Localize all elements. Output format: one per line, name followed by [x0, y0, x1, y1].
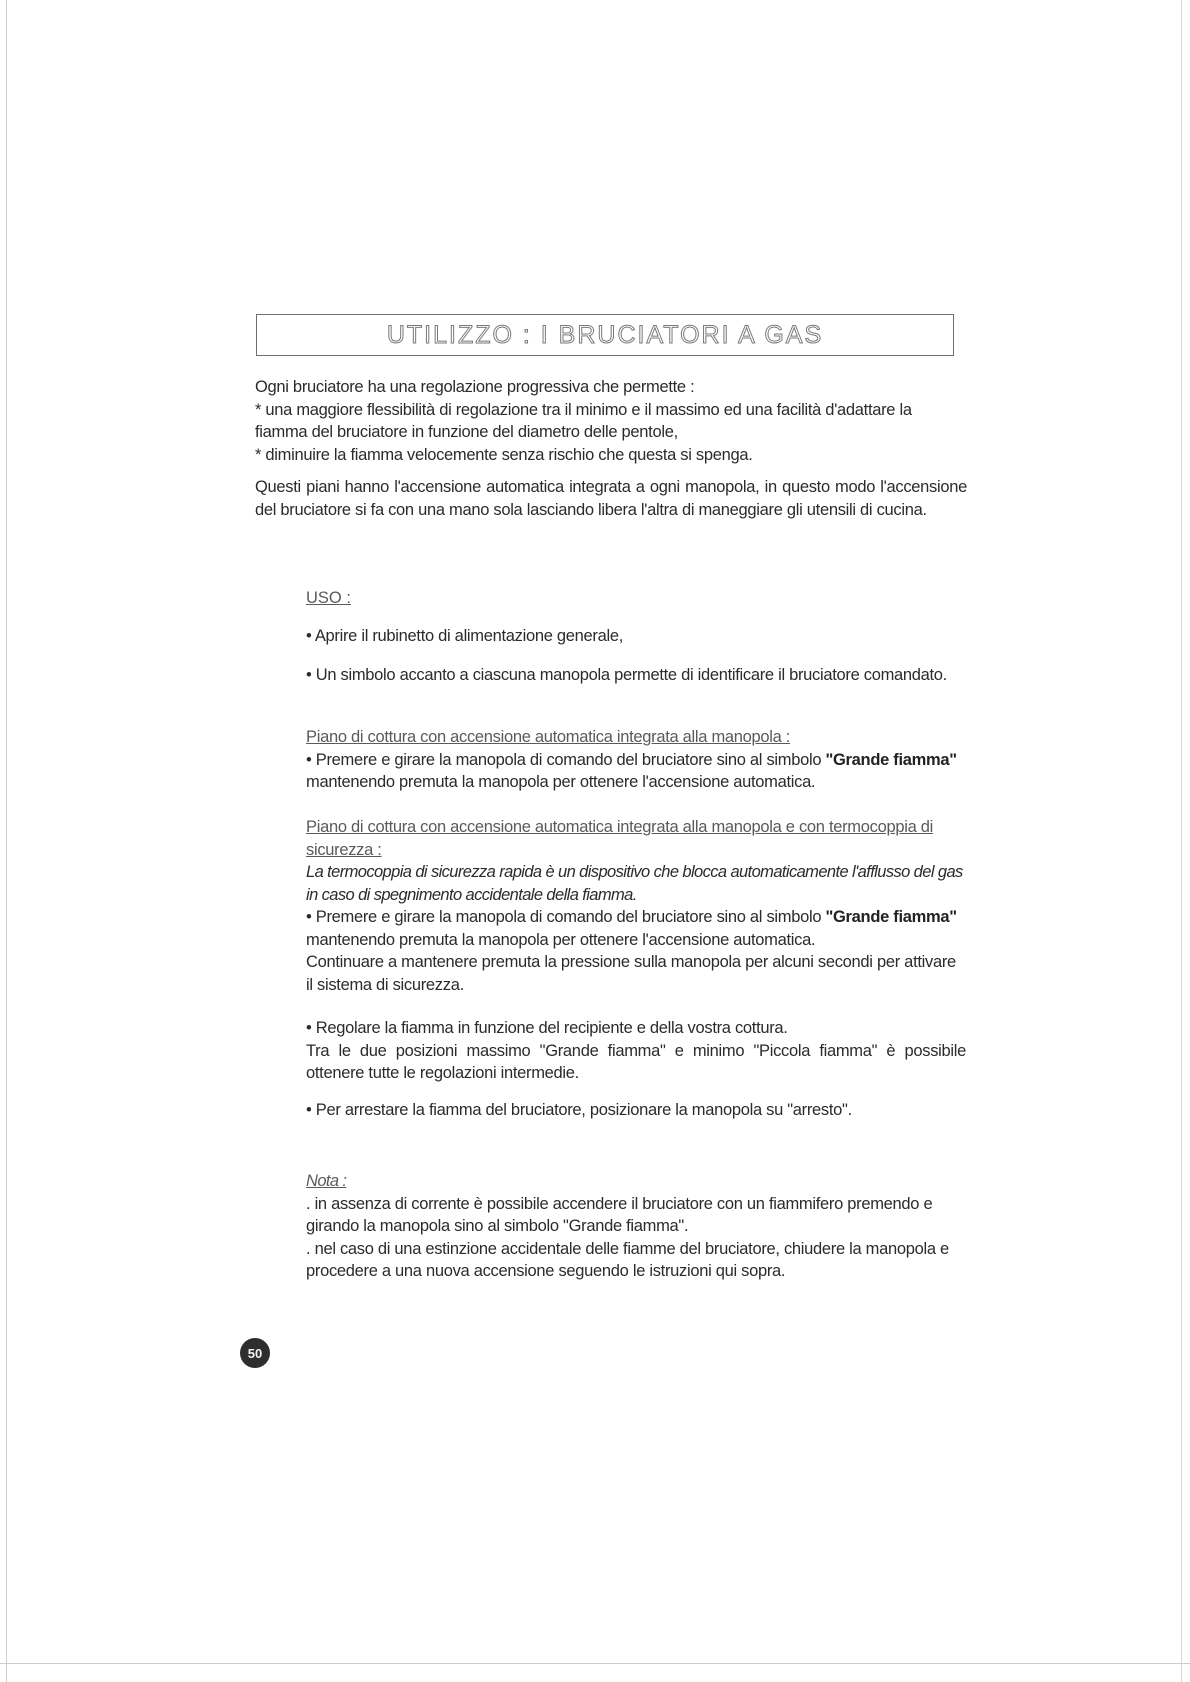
section-1-bold: "Grande fiamma" [825, 750, 957, 769]
section-2-heading: Piano di cottura con accensione automatica integrata alla manopola e con termocoppia di sicurezza : [306, 818, 933, 859]
section-auto-ignition [306, 726, 966, 794]
page-number-badge [240, 1338, 270, 1368]
section-thermocouple [306, 816, 966, 996]
uso-heading: USO : [306, 589, 351, 607]
section-2-bold: "Grande fiamma" [825, 908, 957, 926]
section-1-heading: Piano di cottura con accensione automatica integrata alla manopola : [306, 728, 791, 746]
uso-bullet-3-line-1: • Regolare la fiamma in funzione del recipiente e della vostra cottura. [306, 1019, 788, 1037]
section-1-text [306, 749, 966, 794]
page-number: 50 [247, 1345, 263, 1361]
section-2-italic: La termocoppia di sicurezza rapida è un dispositivo che blocca automaticamente l'afflusso del gas in caso di spegnimento accidentale della fiamma. [306, 863, 963, 904]
nota-line-1: . in assenza di corrente è possibile accendere il bruciatore con un fiammifero premendo e girando la manopola sino al simbolo "Grande fiamma". [306, 1194, 933, 1235]
uso-bullet-1 [306, 625, 966, 648]
intro-line-2: * una maggiore flessibilità di regolazione tra il minimo e il massimo ed una facilità d'adattare la fiamma del bruciatore in funzione del diametro delle pentole, [255, 400, 912, 441]
page-edge-bottom [0, 1663, 1190, 1664]
page-edge-left [6, 0, 7, 1682]
page-edge-right [1181, 0, 1182, 1682]
nota-line-2: . nel caso di una estinzione accidentale delle fiamme del bruciatore, chiudere la manopola e procedere a una nuova accensione seguendo le istruzioni qui sopra. [306, 1239, 949, 1280]
uso-bullet-4-text: • Per arrestare la fiamma del bruciatore, posizionare la manopola su "arresto". [306, 1101, 852, 1119]
section-2-continue: Continuare a mantenere premuta la pressione sulla manopola per alcuni secondi per attivare il sistema di sicurezza. [306, 953, 956, 994]
uso-bullet-2-text: • Un simbolo accanto a ciascuna manopola permette di identificare il bruciatore comandato. [306, 666, 947, 684]
title-box [256, 314, 954, 356]
intro-para-2: Questi piani hanno l'accensione automatica integrata a ogni manopola, in questo modo l'accensione del bruciatore si fa con una mano sola lasciando libera l'altra di maneggiare gli utensili di cucina. [255, 478, 967, 519]
nota-heading: Nota : [306, 1172, 347, 1190]
intro-line-1: Ogni bruciatore ha una regolazione progressiva che permette : [255, 378, 695, 396]
section-2-text-after: mantenendo premuta la manopola per ottenere l'accensione automatica. [306, 930, 816, 949]
section-2-text-before: • Premere e girare la manopola di comando del bruciatore sino al simbolo [306, 908, 826, 926]
intro-line-3: * diminuire la fiamma velocemente senza rischio che questa si spenga. [255, 445, 753, 464]
section-2-text [306, 906, 966, 951]
section-1-text-before: • Premere e girare la manopola di comando del bruciatore sino al simbolo [306, 750, 826, 769]
uso-bullet-2 [306, 664, 966, 687]
uso-bullet-3 [306, 1017, 966, 1085]
intro-paragraph-2 [255, 476, 967, 521]
uso-bullet-1-text: • Aprire il rubinetto di alimentazione generale, [306, 627, 623, 645]
uso-bullet-3-line-2: Tra le due posizioni massimo "Grande fiamma" e minimo "Piccola fiamma" è possibile ottenere tutte le regolazioni intermedie. [306, 1041, 966, 1082]
uso-bullet-4 [306, 1099, 966, 1122]
nota-block [306, 1170, 966, 1283]
section-1-text-after: mantenendo premuta la manopola per ottenere l'accensione automatica. [306, 773, 816, 791]
intro-block [255, 376, 967, 466]
page-title: UTILIZZO : I BRUCIATORI A GAS [386, 320, 824, 349]
